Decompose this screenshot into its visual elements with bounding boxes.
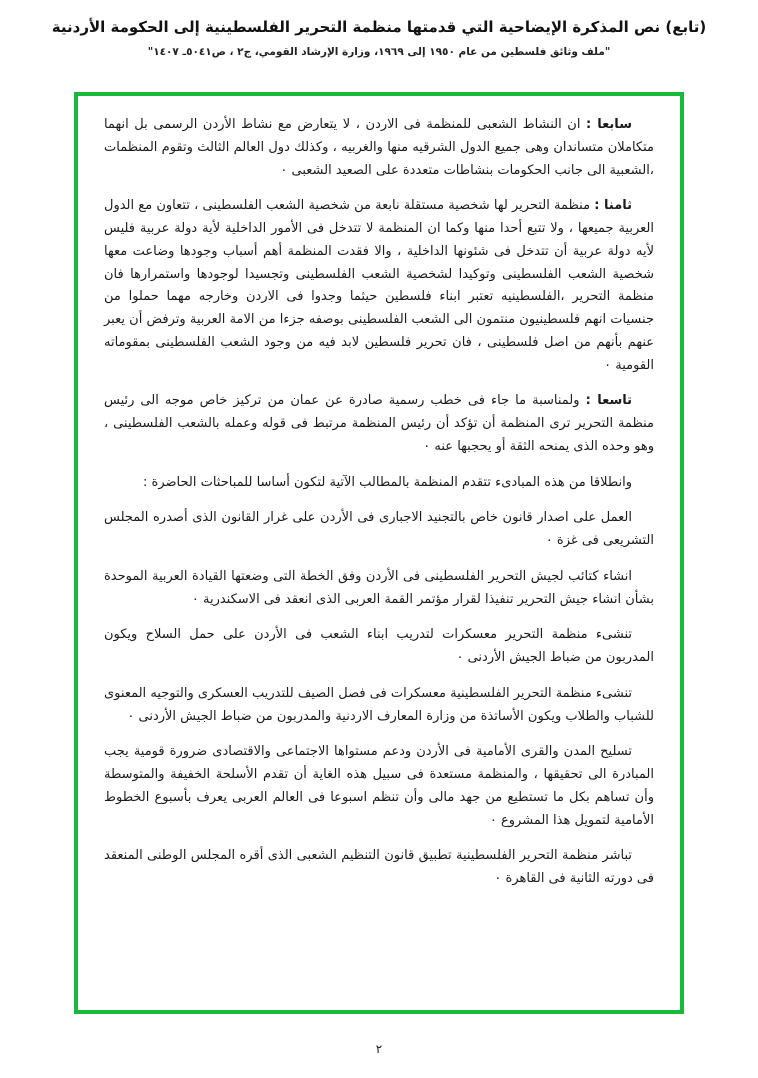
paragraph-demand-4: تنشىء منظمة التحرير الفلسطينية معسكرات فى فصل الصيف للتدريب العسكرى والتوجيه المعنوى للشباب والطلاب ويكون الأساتذة من وزارة المعارف الاردنية والمدربون من ضباط الجيش الأردنى ٠: [104, 685, 654, 724]
paragraph-lead: تاسعا :: [585, 393, 632, 409]
paragraph-text: منظمة التحرير لها شخصية مستقلة نابعة من شخصية الشعب الفلسطينى ، تتعاون مع الدول العربية جميعها ، ولا تتبع أحدا منها وكما ان المنظمة لا تتدخل فى الأمور الداخلية لأية دولة عربية فليس لأيه دولة عربية أن تتدخل فى شئونها الداخلية ، والا فقدت المنظمة أهم أسباب وجودها وضاعت معها شخصية الشعب الفلسطينى وتوكيدا لشخصية الشعب الفلسطينى وتجسيدا لوجودها واستمرارها فان منظمة التحرير ،الفلسطينيه تعتبر ابناء فلسطين حيثما وجدوا فى الاردن وخارجه مهما حملوا من جنسيات انهم فلسطينيون منتمون الى الشعب الفلسطينى بوصفه جزءا من الامة العربية وترفض أن يعبر عنهم بأنهم من اصل فلسطينى ، فان تحرير فلسطين لابد فيه من وجود الشعب الفلسطينى بمقوماته القومية ٠: [104, 198, 654, 373]
paragraph-text: ان النشاط الشعبى للمنظمة فى الاردن ، لا يتعارض مع نشاط الأردن الرسمى بل انهما متكاملان متساندان وهى جميع الدول الشرقيه منها والغربيه ، وكذلك دول العالم الثالث وتقوم المنظمات ،الشعبية الى جانب الحكومات بنشاطات متعددة على الصعيد الشعبى ٠: [104, 117, 654, 178]
paragraph-eighth: [104, 195, 654, 377]
paragraph-demand-1: العمل على اصدار قانون خاص بالتجنيد الاجبارى فى الأردن على غرار القانون الذى أصدره المجلس التشريعى فى غزة ٠: [104, 510, 654, 548]
content-body: [78, 96, 680, 1010]
paragraph-text: ولمناسبة ما جاء فى خطب رسمية صادرة عن عمان من تركيز خاص موجه الى رئيس منظمة التحرير ترى المنظمة أن تؤكد أن رئيس المنظمة مرتبط فى قوله وعمله بالشعب الفلسطينى ، وهو وحده الذى يمنحه الثقة أو يحجبها عنه ٠: [104, 393, 654, 454]
paragraph-demand-5: تسليح المدن والقرى الأمامية فى الأردن ودعم مستواها الاجتماعى والاقتصادى ضرورة قومية يجب المبادرة الى تحقيقها ، والمنظمة مستعدة فى سبيل هذه الغاية أن تقدم الأسلحة الخفيفة والمتوسطة وأن تساهم بكل ما تستطيع من جهد مالى وأن تنظم اسبوعا فى العالم العربى يعرف بأسبوع الخطوط الأمامية لتمويل هذا المشروع ٠: [104, 744, 654, 828]
page-number: ٢: [375, 1042, 383, 1056]
paragraph-demand-6: تباشر منظمة التحرير الفلسطينية تطبيق قانون التنظيم الشعبى الذى أقره المجلس الوطنى المنعقد فى دورته الثانية فى القاهرة ٠: [104, 848, 654, 886]
paragraph-demand-2: انشاء كتائب لجيش التحرير الفلسطينى فى الأردن وفق الخطة التى وضعتها القيادة العربية الموحدة بشأن انشاء جيش التحرير تنفيذا لقرار مؤتمر القمة العربى الذى انعقد فى الاسكندرية ٠: [104, 568, 654, 607]
page-title: (تابع) نص المذكرة الإيضاحية التي قدمتها منظمة التحرير الفلسطينية إلى الحكومة الأردنية: [51, 18, 707, 36]
paragraph-seventh: [104, 114, 654, 182]
document-header: [0, 0, 758, 59]
paragraph-lead: سابعا :: [586, 117, 632, 132]
paragraph-demand-3: تنشىء منظمة التحرير معسكرات لتدريب ابناء الشعب فى الأردن على حمل السلاح ويكون المدربون من ضباط الجيش الأردنى ٠: [104, 627, 654, 665]
content-frame: [74, 92, 684, 1014]
paragraph-demands-intro: وانطلاقا من هذه المبادىء تتقدم المنظمة بالمطالب الآتية لتكون أساسا للمباحثات الحاضرة :: [143, 474, 632, 490]
paragraph-ninth: [104, 390, 654, 458]
paragraph-lead: ثامنا :: [594, 198, 633, 214]
document-source-line: "ملف وثائق فلسطين من عام ١٩٥٠ إلى ١٩٦٩، وزارة الإرشاد القومي، ج٢ ، ص٥٠٤١ـ ١٤٠٧": [147, 45, 611, 58]
